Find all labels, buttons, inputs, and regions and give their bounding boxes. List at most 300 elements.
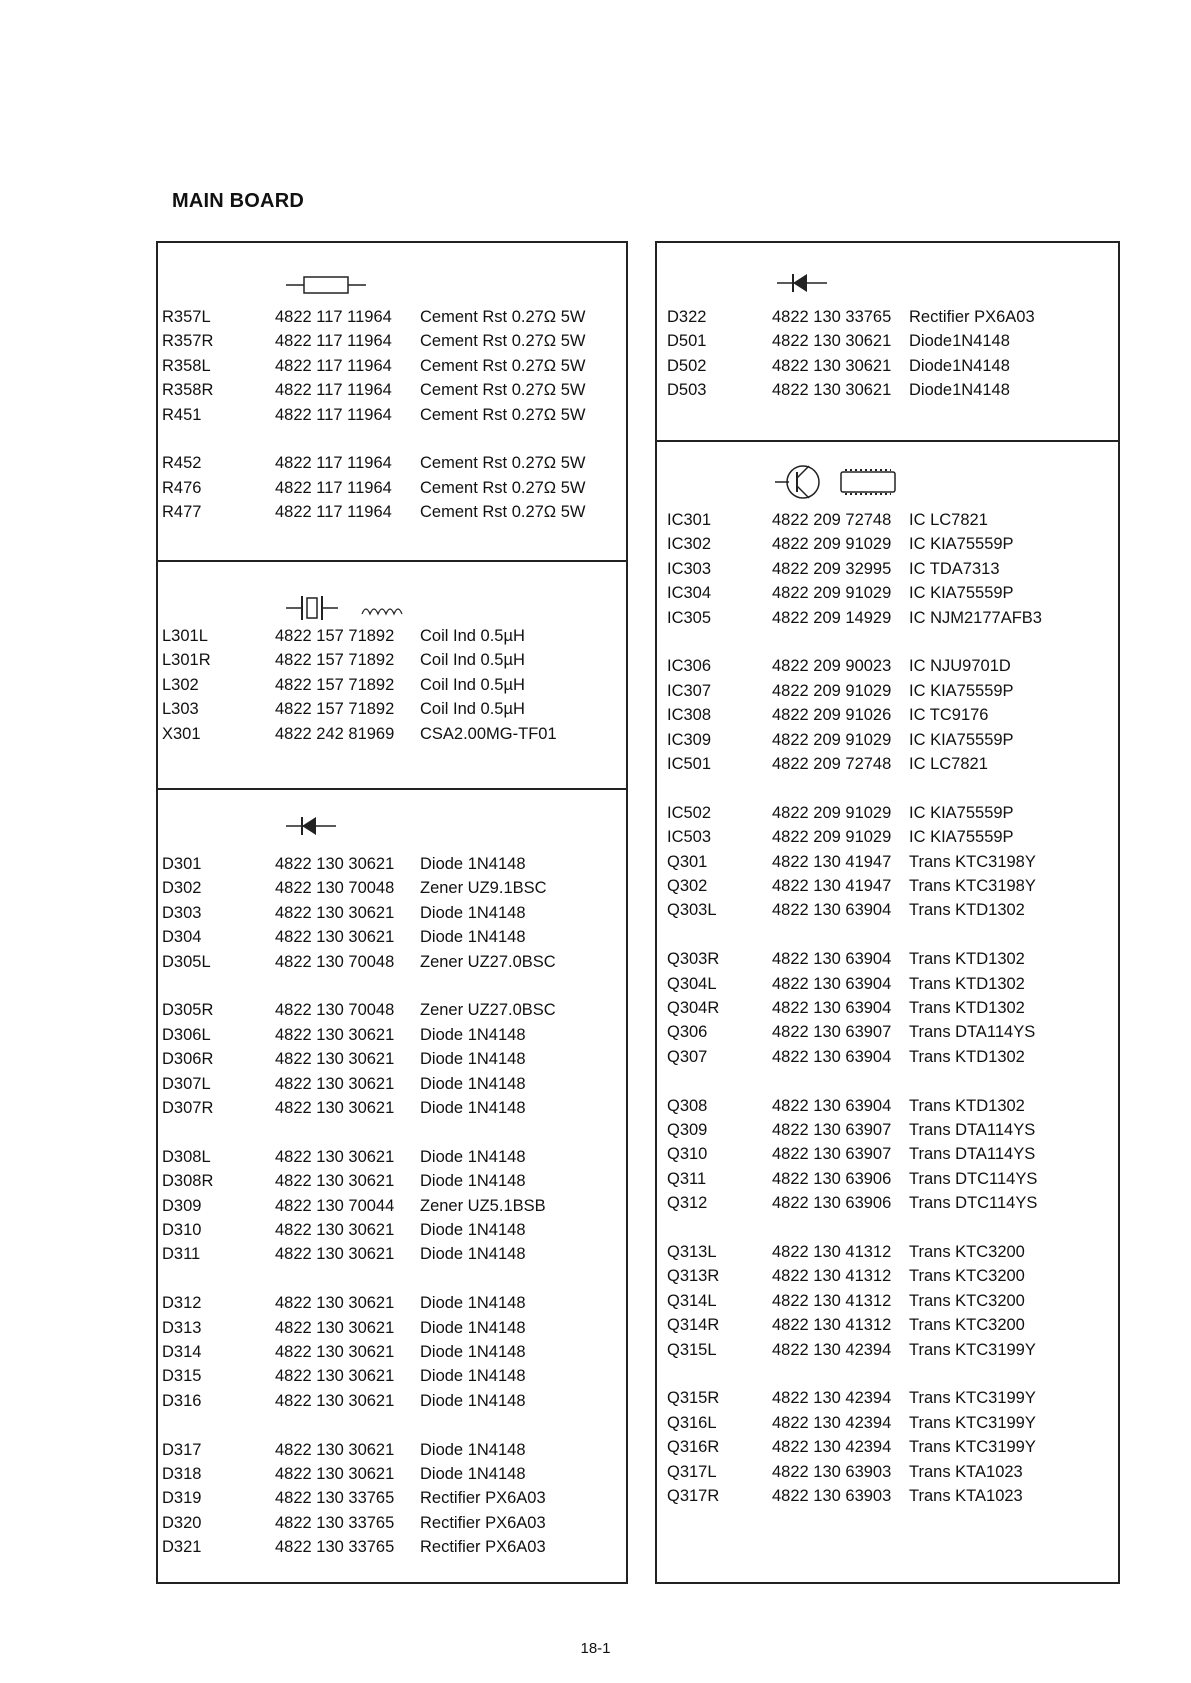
part-code: 4822 130 30621 <box>275 1172 395 1191</box>
part-row <box>158 1218 626 1242</box>
part-description: Diode 1N4148 <box>420 1440 526 1459</box>
part-description: Diode 1N4148 <box>420 1294 526 1313</box>
part-code: 4822 157 71892 <box>275 675 395 694</box>
part-ref: D502 <box>667 356 707 375</box>
part-description: Diode 1N4148 <box>420 1050 526 1069</box>
part-code: 4822 209 72748 <box>772 755 892 773</box>
part-code: 4822 130 30621 <box>275 1099 395 1117</box>
part-code: 4822 117 11964 <box>275 356 392 375</box>
part-row <box>657 1484 1118 1508</box>
part-ref: L302 <box>162 675 199 694</box>
part-ref: IC304 <box>667 584 712 603</box>
part-row <box>158 305 626 329</box>
part-code: 4822 130 41947 <box>772 852 892 871</box>
part-ref: Q315L <box>667 1340 717 1359</box>
part-code: 4822 209 91029 <box>772 535 892 554</box>
part-description: Trans KTD1302 <box>909 1096 1025 1115</box>
part-ref: D322 <box>667 308 707 326</box>
part-row <box>657 508 1118 532</box>
part-description: IC KIA75559P <box>909 803 1014 822</box>
part-ref: IC305 <box>667 608 712 627</box>
part-row <box>158 1389 626 1413</box>
part-row <box>657 1338 1118 1362</box>
diode-section-right <box>657 243 1118 440</box>
part-ref: L303 <box>162 700 199 719</box>
part-row <box>158 697 626 721</box>
part-code: 4822 130 30621 <box>275 1050 395 1069</box>
part-row <box>657 996 1118 1020</box>
part-description: Zener UZ27.0BSC <box>420 952 556 971</box>
part-description: CSA2.00MG-TF01 <box>420 724 557 743</box>
part-description: Trans DTA114YS <box>909 1023 1036 1042</box>
part-code: 4822 130 41312 <box>772 1267 892 1286</box>
part-ref: Q311 <box>667 1169 707 1188</box>
part-ref: Q304R <box>667 999 720 1017</box>
part-description: Cement Rst 0.27Ω 5W <box>420 308 586 326</box>
part-code: 4822 130 63906 <box>772 1194 892 1213</box>
part-ref: Q314L <box>667 1291 717 1310</box>
part-row <box>657 654 1118 678</box>
part-description: Diode 1N4148 <box>420 1465 526 1483</box>
part-ref: Q302 <box>667 877 708 895</box>
part-row <box>158 354 626 378</box>
part-code: 4822 117 11964 <box>275 405 392 424</box>
part-ref: Q313R <box>667 1267 720 1286</box>
part-ref: R358L <box>162 356 211 375</box>
part-row <box>657 1313 1118 1337</box>
part-ref: D301 <box>162 855 202 873</box>
part-row <box>657 752 1118 776</box>
part-row <box>158 1438 626 1462</box>
part-row <box>158 1462 626 1486</box>
part-row <box>158 852 626 876</box>
part-row <box>158 1364 626 1388</box>
part-row <box>657 1045 1118 1069</box>
part-row <box>158 378 626 402</box>
part-description: IC NJU9701D <box>909 657 1011 676</box>
part-ref: D319 <box>162 1489 202 1508</box>
part-row <box>657 1094 1118 1118</box>
part-row <box>158 1486 626 1510</box>
part-row <box>657 1386 1118 1410</box>
part-description: Diode 1N4148 <box>420 1147 526 1166</box>
part-description: Diode 1N4148 <box>420 1343 526 1361</box>
part-description: IC KIA75559P <box>909 535 1014 554</box>
part-description: IC TDA7313 <box>909 559 1000 578</box>
part-code: 4822 130 63904 <box>772 901 892 920</box>
part-ref: D314 <box>162 1343 202 1361</box>
part-ref: R452 <box>162 454 202 473</box>
part-code: 4822 130 63907 <box>772 1145 892 1164</box>
part-code: 4822 130 70048 <box>275 1001 395 1020</box>
part-row <box>158 1096 626 1120</box>
part-description: Trans DTA114YS <box>909 1121 1036 1139</box>
transistor-ic-symbol-icon <box>775 460 905 504</box>
part-ref: D320 <box>162 1513 202 1532</box>
part-ref: D311 <box>162 1245 201 1264</box>
part-row <box>158 476 626 500</box>
crystal-coil-symbol-icon <box>286 590 426 626</box>
part-description: Diode 1N4148 <box>420 1245 526 1264</box>
part-ref: D303 <box>162 903 202 922</box>
part-ref: D309 <box>162 1196 202 1215</box>
part-code: 4822 130 63903 <box>772 1462 892 1481</box>
part-row <box>158 1072 626 1096</box>
part-description: Rectifier PX6A03 <box>909 308 1035 326</box>
part-row <box>158 722 626 746</box>
part-description: Diode 1N4148 <box>420 1099 526 1117</box>
part-code: 4822 130 33765 <box>275 1513 395 1532</box>
part-description: Diode 1N4148 <box>420 903 526 922</box>
part-description: Diode 1N4148 <box>420 928 526 947</box>
part-description: Diode 1N4148 <box>420 1318 526 1337</box>
part-description: Coil Ind 0.5µH <box>420 700 525 719</box>
part-description: Zener UZ9.1BSC <box>420 879 547 898</box>
part-description: Cement Rst 0.27Ω 5W <box>420 454 586 473</box>
part-row <box>158 673 626 697</box>
part-description: Diode 1N4148 <box>420 1074 526 1093</box>
page-number: 18-1 <box>580 1640 611 1657</box>
part-description: Diode 1N4148 <box>420 1367 526 1386</box>
part-row <box>158 1316 626 1340</box>
part-code: 4822 209 91026 <box>772 706 892 725</box>
part-description: IC LC7821 <box>909 511 988 529</box>
part-ref: D306R <box>162 1050 214 1069</box>
part-ref: Q316R <box>667 1438 720 1457</box>
part-row <box>657 1142 1118 1166</box>
part-description: Trans KTD1302 <box>909 950 1025 969</box>
part-row <box>657 801 1118 825</box>
part-row <box>657 1460 1118 1484</box>
part-row <box>657 972 1118 996</box>
part-description: Cement Rst 0.27Ω 5W <box>420 503 586 522</box>
part-row <box>158 1340 626 1364</box>
part-row <box>657 1289 1118 1313</box>
part-ref: IC303 <box>667 559 712 578</box>
part-ref: IC301 <box>667 511 712 529</box>
part-code: 4822 130 70048 <box>275 952 395 971</box>
part-code: 4822 130 30621 <box>275 1440 395 1459</box>
part-description: Diode 1N4148 <box>420 1025 526 1044</box>
part-description: Rectifier PX6A03 <box>420 1538 546 1557</box>
part-ref: R357R <box>162 332 214 351</box>
part-row <box>158 1511 626 1535</box>
resistor-symbol-icon <box>286 273 366 297</box>
part-row <box>657 1020 1118 1044</box>
part-code: 4822 130 33765 <box>275 1538 395 1557</box>
part-code: 4822 130 30621 <box>275 1367 395 1386</box>
part-description: Cement Rst 0.27Ω 5W <box>420 478 586 497</box>
part-row <box>158 950 626 974</box>
part-ref: Q316L <box>667 1413 717 1432</box>
part-ref: X301 <box>162 724 201 743</box>
part-description: Trans KTD1302 <box>909 974 1025 993</box>
part-description: Trans KTC3199Y <box>909 1438 1036 1457</box>
part-row <box>158 624 626 648</box>
part-description: IC KIA75559P <box>909 681 1014 700</box>
part-row <box>657 606 1118 630</box>
part-description: Coil Ind 0.5µH <box>420 627 525 645</box>
part-code: 4822 209 91029 <box>772 828 892 847</box>
part-description: Diode 1N4148 <box>420 855 526 873</box>
part-ref: IC501 <box>667 755 712 773</box>
part-description: Trans KTC3198Y <box>909 852 1036 871</box>
part-code: 4822 117 11964 <box>275 381 392 400</box>
part-code: 4822 130 70048 <box>275 879 395 898</box>
part-row <box>158 998 626 1022</box>
part-code: 4822 130 30621 <box>275 1343 395 1361</box>
part-ref: D316 <box>162 1391 202 1410</box>
part-code: 4822 130 30621 <box>275 1294 395 1313</box>
part-row <box>657 354 1118 378</box>
part-row <box>158 1535 626 1559</box>
part-ref: D317 <box>162 1440 202 1459</box>
part-code: 4822 157 71892 <box>275 700 395 719</box>
part-ref: D304 <box>162 928 202 947</box>
part-ref: R451 <box>162 405 202 424</box>
part-code: 4822 117 11964 <box>275 308 392 326</box>
part-ref: D306L <box>162 1025 211 1044</box>
part-ref: D310 <box>162 1221 202 1239</box>
part-description: Rectifier PX6A03 <box>420 1513 546 1532</box>
part-description: Diode1N4148 <box>909 356 1010 375</box>
part-description: Trans KTA1023 <box>909 1462 1023 1481</box>
part-ref: Q304L <box>667 974 717 993</box>
part-row <box>158 1169 626 1193</box>
part-description: IC TC9176 <box>909 706 989 725</box>
part-ref: IC308 <box>667 706 712 725</box>
part-description: IC KIA75559P <box>909 828 1014 847</box>
part-row <box>158 500 626 524</box>
part-code: 4822 209 91029 <box>772 584 892 603</box>
part-ref: IC302 <box>667 535 712 554</box>
part-code: 4822 130 63906 <box>772 1169 892 1188</box>
left-parts-panel <box>156 241 628 1584</box>
part-row <box>158 1023 626 1047</box>
part-description: Trans KTA1023 <box>909 1487 1023 1505</box>
part-row <box>158 1047 626 1071</box>
part-ref: Q314R <box>667 1316 720 1335</box>
part-code: 4822 130 30621 <box>772 381 892 400</box>
part-code: 4822 130 41312 <box>772 1291 892 1310</box>
part-code: 4822 209 90023 <box>772 657 892 676</box>
part-ref: R357L <box>162 308 211 326</box>
part-code: 4822 130 33765 <box>772 308 892 326</box>
part-description: Cement Rst 0.27Ω 5W <box>420 332 586 351</box>
part-ref: L301R <box>162 651 211 670</box>
part-description: Rectifier PX6A03 <box>420 1489 546 1508</box>
part-code: 4822 130 42394 <box>772 1438 892 1457</box>
part-code: 4822 209 91029 <box>772 803 892 822</box>
part-code: 4822 130 30621 <box>275 903 395 922</box>
part-description: Trans KTD1302 <box>909 999 1025 1017</box>
part-code: 4822 130 30621 <box>275 1391 395 1410</box>
part-ref: Q303L <box>667 901 717 920</box>
part-code: 4822 209 72748 <box>772 511 892 529</box>
part-row <box>158 403 626 427</box>
part-ref: Q317L <box>667 1462 717 1481</box>
part-ref: D305R <box>162 1001 214 1020</box>
part-code: 4822 130 42394 <box>772 1413 892 1432</box>
part-row <box>657 1264 1118 1288</box>
part-code: 4822 157 71892 <box>275 627 395 645</box>
part-row <box>657 1167 1118 1191</box>
part-code: 4822 117 11964 <box>275 478 392 497</box>
part-description: Trans KTC3200 <box>909 1267 1025 1286</box>
part-ref: D305L <box>162 952 211 971</box>
part-code: 4822 130 41947 <box>772 877 892 895</box>
part-description: IC KIA75559P <box>909 730 1014 749</box>
part-code: 4822 130 30621 <box>275 1245 395 1264</box>
part-code: 4822 130 63903 <box>772 1487 892 1505</box>
part-code: 4822 242 81969 <box>275 724 395 743</box>
diode-section <box>158 790 626 1580</box>
part-description: Trans KTC3200 <box>909 1316 1025 1335</box>
part-description: Trans KTC3199Y <box>909 1389 1036 1408</box>
part-code: 4822 130 63904 <box>772 974 892 993</box>
part-ref: D307L <box>162 1074 211 1093</box>
part-ref: D307R <box>162 1099 214 1117</box>
part-row <box>158 451 626 475</box>
part-ref: Q301 <box>667 852 708 871</box>
part-row <box>158 648 626 672</box>
part-row <box>158 1145 626 1169</box>
part-ref: R358R <box>162 381 214 400</box>
part-code: 4822 130 30621 <box>275 1318 395 1337</box>
part-code: 4822 130 33765 <box>275 1489 395 1508</box>
part-row <box>657 378 1118 402</box>
part-code: 4822 130 30621 <box>772 332 892 351</box>
part-ref: D318 <box>162 1465 202 1483</box>
part-description: Coil Ind 0.5µH <box>420 675 525 694</box>
part-ref: R477 <box>162 503 202 522</box>
part-description: Trans KTC3199Y <box>909 1413 1036 1432</box>
part-row <box>158 1291 626 1315</box>
part-row <box>657 703 1118 727</box>
part-ref: Q306 <box>667 1023 708 1042</box>
part-row <box>657 947 1118 971</box>
part-code: 4822 130 63904 <box>772 950 892 969</box>
part-code: 4822 209 14929 <box>772 608 892 627</box>
part-code: 4822 130 30621 <box>275 928 395 947</box>
part-code: 4822 130 30621 <box>772 356 892 375</box>
part-ref: Q308 <box>667 1096 708 1115</box>
part-row <box>657 1191 1118 1215</box>
part-code: 4822 130 30621 <box>275 1074 395 1093</box>
part-ref: D312 <box>162 1294 202 1313</box>
part-row <box>657 874 1118 898</box>
part-ref: D315 <box>162 1367 202 1386</box>
part-description: Cement Rst 0.27Ω 5W <box>420 356 586 375</box>
part-code: 4822 130 63907 <box>772 1023 892 1042</box>
part-description: IC KIA75559P <box>909 584 1014 603</box>
part-ref: R476 <box>162 478 202 497</box>
part-row <box>158 876 626 900</box>
part-ref: D321 <box>162 1538 202 1557</box>
part-row <box>158 1194 626 1218</box>
part-code: 4822 130 63904 <box>772 999 892 1017</box>
part-row <box>657 850 1118 874</box>
part-description: Coil Ind 0.5µH <box>420 651 525 670</box>
part-code: 4822 130 63904 <box>772 1047 892 1066</box>
part-row <box>657 1411 1118 1435</box>
part-row <box>657 825 1118 849</box>
resistor-section <box>158 243 626 560</box>
part-ref: Q307 <box>667 1047 708 1066</box>
part-description: Trans KTD1302 <box>909 901 1025 920</box>
part-code: 4822 130 41312 <box>772 1316 892 1335</box>
part-code: 4822 130 42394 <box>772 1389 892 1408</box>
part-ref: Q313L <box>667 1243 717 1261</box>
part-row <box>158 901 626 925</box>
part-code: 4822 130 30621 <box>275 1025 395 1044</box>
part-description: Diode1N4148 <box>909 332 1010 351</box>
part-description: Zener UZ27.0BSC <box>420 1001 556 1020</box>
diode-symbol-icon <box>777 271 827 295</box>
part-ref: Q310 <box>667 1145 708 1164</box>
part-row <box>657 728 1118 752</box>
part-description: Trans KTC3200 <box>909 1243 1025 1261</box>
part-code: 4822 130 63907 <box>772 1121 892 1139</box>
part-ref: IC306 <box>667 657 712 676</box>
part-row <box>657 1435 1118 1459</box>
part-code: 4822 209 32995 <box>772 559 892 578</box>
part-row <box>158 925 626 949</box>
part-description: Zener UZ5.1BSB <box>420 1196 546 1215</box>
part-ref: IC309 <box>667 730 712 749</box>
part-row <box>657 305 1118 329</box>
part-description: Diode1N4148 <box>909 381 1010 400</box>
part-description: Cement Rst 0.27Ω 5W <box>420 405 586 424</box>
part-description: Diode 1N4148 <box>420 1391 526 1410</box>
diode-symbol-icon <box>286 814 336 838</box>
part-ref: D308L <box>162 1147 211 1166</box>
part-description: Trans KTC3198Y <box>909 877 1036 895</box>
part-description: Trans KTC3200 <box>909 1291 1025 1310</box>
part-code: 4822 209 91029 <box>772 681 892 700</box>
part-code: 4822 117 11964 <box>275 454 392 473</box>
part-ref: D308R <box>162 1172 214 1191</box>
part-description: Trans DTC114YS <box>909 1194 1038 1213</box>
part-code: 4822 130 30621 <box>275 1221 395 1239</box>
part-ref: IC503 <box>667 828 712 847</box>
part-description: IC NJM2177AFB3 <box>909 608 1042 627</box>
part-row <box>657 329 1118 353</box>
part-ref: Q303R <box>667 950 720 969</box>
part-row <box>657 532 1118 556</box>
part-description: Diode 1N4148 <box>420 1221 526 1239</box>
part-ref: Q309 <box>667 1121 708 1139</box>
part-description: Cement Rst 0.27Ω 5W <box>420 381 586 400</box>
part-ref: D302 <box>162 879 202 898</box>
part-ref: Q315R <box>667 1389 720 1408</box>
part-ref: D503 <box>667 381 707 400</box>
part-ref: D501 <box>667 332 707 351</box>
part-ref: IC307 <box>667 681 712 700</box>
part-code: 4822 117 11964 <box>275 332 392 351</box>
part-description: Trans DTA114YS <box>909 1145 1036 1164</box>
coil-crystal-section <box>158 562 626 788</box>
part-code: 4822 130 30621 <box>275 1147 395 1166</box>
part-code: 4822 117 11964 <box>275 503 392 522</box>
part-row <box>657 1118 1118 1142</box>
part-row <box>657 1240 1118 1264</box>
part-description: IC LC7821 <box>909 755 988 773</box>
part-code: 4822 130 41312 <box>772 1243 892 1261</box>
part-row <box>657 557 1118 581</box>
part-ref: Q312 <box>667 1194 708 1213</box>
transistor-ic-section <box>657 442 1118 1580</box>
